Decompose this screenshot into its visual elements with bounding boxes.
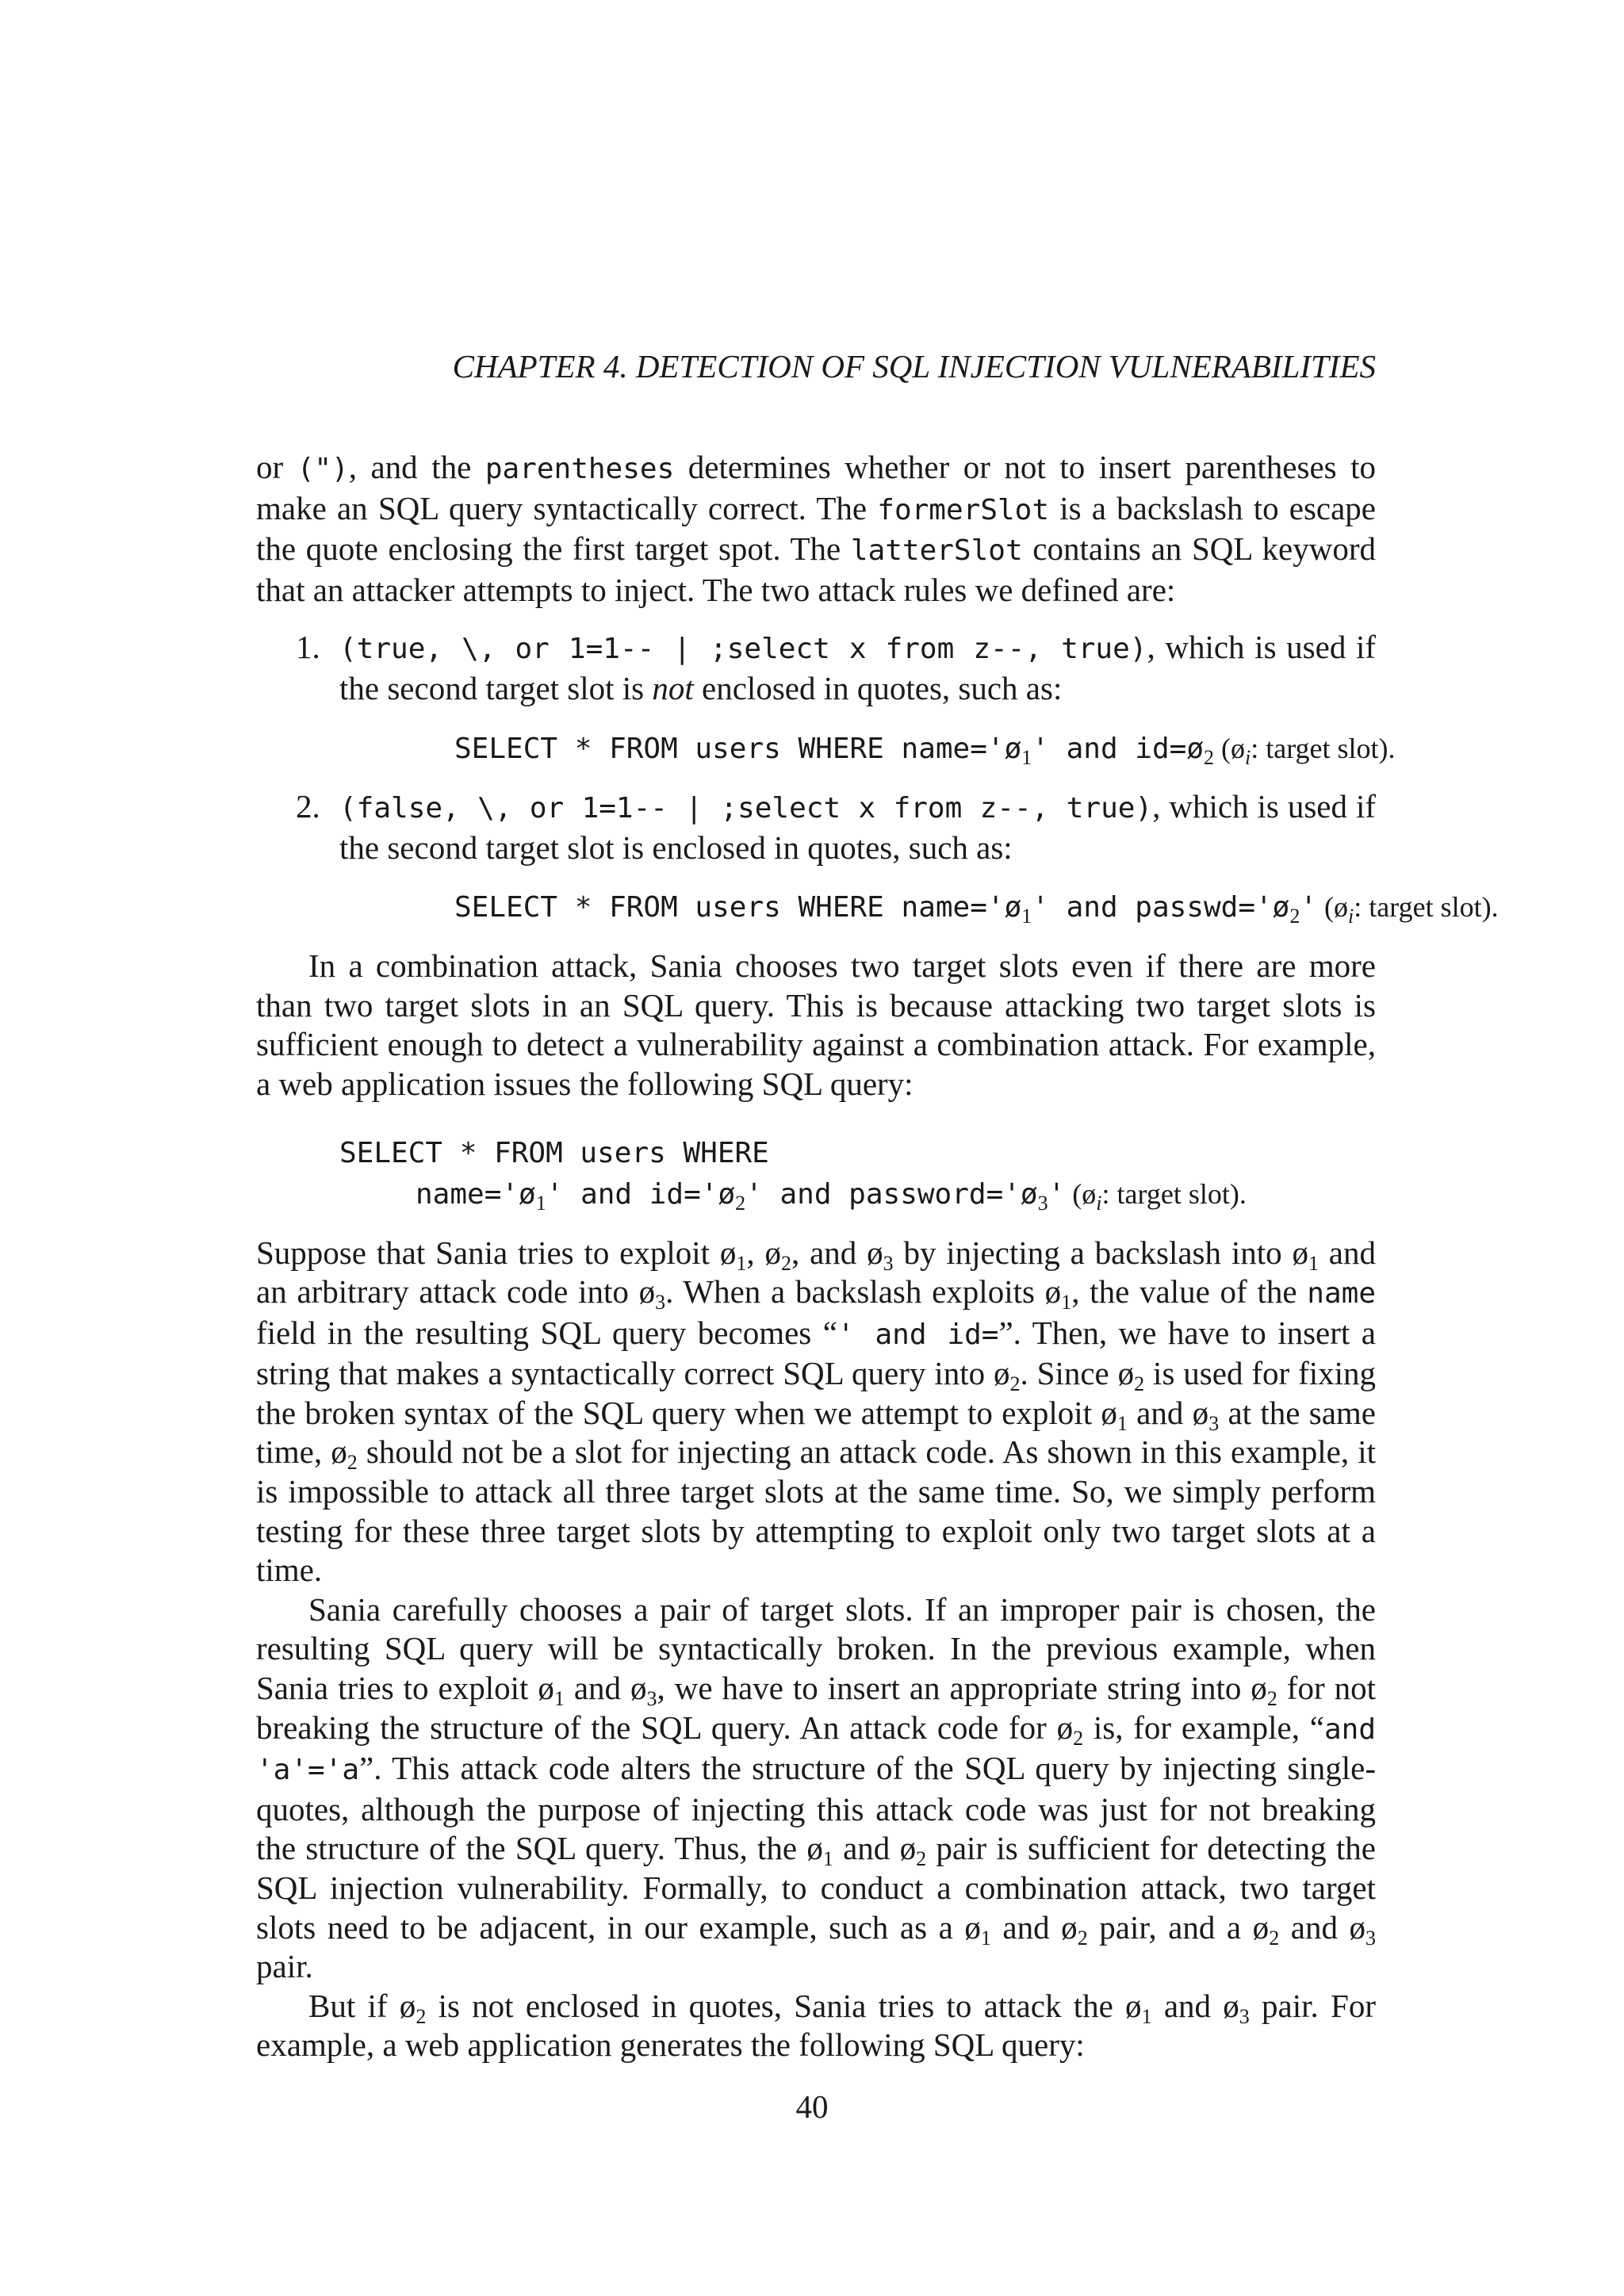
attack-rule-2: 2. (false, \, or 1=1-- | ;select x from z--, true), which is used if the second target slot is enclosed in quotes, such as: SELECT * FROM users WHERE $name='ø_1'$ and $passwd='ø_2'$ ($ø_i$: target slot). — [296, 788, 1499, 928]
body-text — [256, 448, 1499, 2065]
paragraph-combination-attack: In a combination attack, Sania chooses two target slots even if there are more than two target slots in an SQL query. This is because attacking two target slots is sufficient enough to detect a vulnerability against a combination attack. For example, a web application issues the following SQL query: — [256, 947, 1376, 1102]
paragraph-intro: or ("), and the parentheses determines whether or not to insert parentheses to make an SQL query syntactically correct. The formerSlot is a backslash to escape the quote enclosing the first target spot. The latterSlot contains an SQL keyword that an attacker attempts to inject. The two attack rules we defined are: — [256, 449, 1377, 608]
running-head: CHAPTER 4. DETECTION OF SQL INJECTION VULNERABILITIES — [452, 348, 1376, 385]
code-line-2: $name='ø_1'$ and $id='ø_2'$ and $password='ø_3'$ ($ø_i$: target slot). — [416, 1177, 1247, 1215]
rule-1-example-query: SELECT * FROM users WHERE $name='ø_1'$ and $id=ø_2$ ($ø_i$: target slot). — [454, 732, 1396, 769]
attack-rules-list — [256, 628, 1499, 928]
page-number: 40 — [795, 2088, 829, 2125]
attack-rule-1: 1. (true, \, or 1=1-- | ;select x from z--, true), which is used if the second target slot is not enclosed in quotes, such as: SELECT * FROM users WHERE $name='ø_1'$ and $id=ø_2$ ($ø_i$: target slot). — [296, 629, 1396, 769]
paragraph-not-enclosed: But if $ø_2$ is not enclosed in quotes, Sania tries to attack the $ø_1$ and $ø_3$ pair. For example, a web application generates the following SQL query: — [256, 1987, 1376, 2064]
paragraph-pair-selection: Sania carefully chooses a pair of target slots. If an improper pair is chosen, the resulting SQL query will be syntactically broken. In the previous example, when Sania tries to exploit $ø_1$ and $ø_3$, we have to insert an appropriate string into $ø_2$ for not breaking the structure of the SQL query. An attack code for $ø_2$ is, for example, “and 'a'='a”. This attack code alters the structure of the SQL query by injecting single-quotes, although the purpose of injecting this attack code was just for not breaking the structure of the SQL query. Thus, the $ø_1$ and $ø_2$ pair is sufficient for detecting the SQL injection vulnerability. Formally, to conduct a combination attack, two target slots need to be adjacent, in our example, such as a $ø_1$ and $ø_2$ pair, and a $ø_2$ and $ø_3$ pair. — [256, 1590, 1377, 1985]
code-line-1: SELECT * FROM users WHERE — [339, 1137, 769, 1170]
sql-query-code-block — [339, 1132, 1376, 1214]
rule-2-example-query: SELECT * FROM users WHERE $name='ø_1'$ and $passwd='ø_2'$ ($ø_i$: target slot). — [454, 891, 1499, 928]
paragraph-suppose: Suppose that Sania tries to exploit $ø_1$, $ø_2$, and $ø_3$ by injecting a backslash into $ø_1$ and an arbitrary attack code into $ø_3$. When a backslash exploits $ø_1$, the value of the name field in the resulting SQL query becomes “' and id=”. Then, we have to insert a string that makes a syntactically correct SQL query into $ø_2$. Since $ø_2$ is used for fixing the broken syntax of the SQL query when we attempt to exploit $ø_1$ and $ø_3$ at the same time, $ø_2$ should not be a slot for injecting an attack code. As shown in this example, it is impossible to attack all three target slots at the same time. So, we simply perform testing for these three target slots by attempting to exploit only two target slots at a time. — [256, 1234, 1377, 1589]
